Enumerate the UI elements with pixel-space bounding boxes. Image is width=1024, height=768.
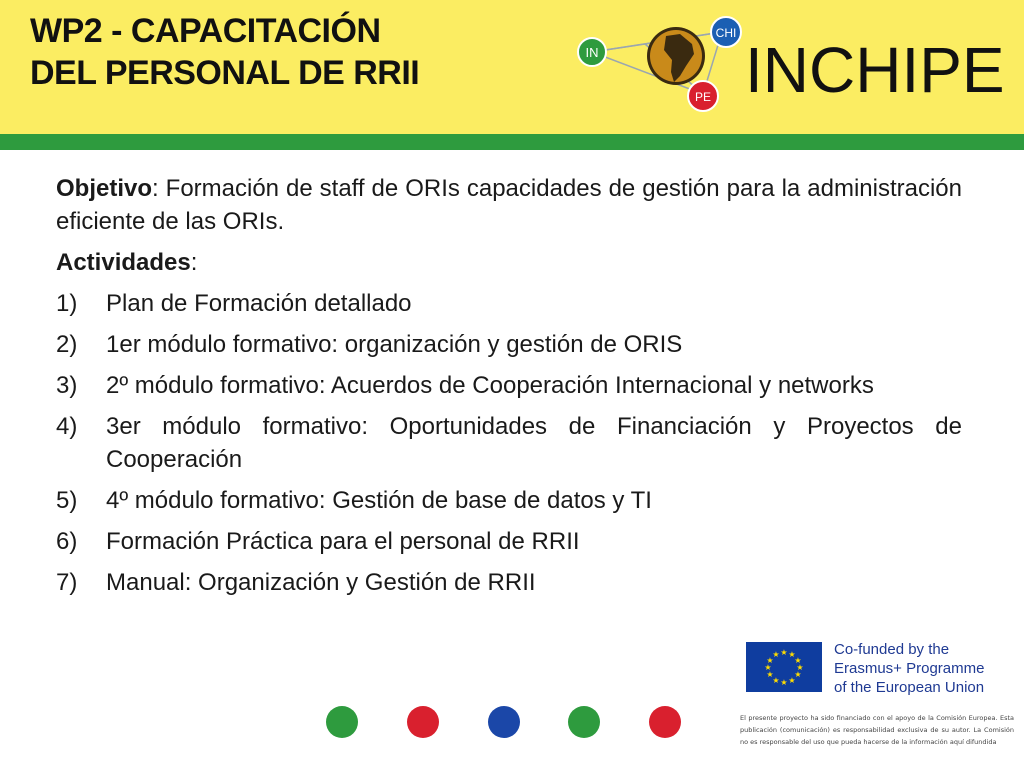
list-item-text: Plan de Formación detallado: [106, 290, 412, 317]
svg-text:★: ★: [766, 656, 774, 665]
dot-blue: [488, 706, 520, 738]
objective-text: : Formación de staff de ORIs capacidades de gestión para la administración eficiente de las ORIs.: [56, 175, 962, 235]
svg-text:★: ★: [794, 670, 802, 679]
eu-line-2: Erasmus+ Programme: [834, 660, 985, 677]
dot-red-1: [407, 706, 439, 738]
objective-paragraph: [56, 172, 962, 238]
node-chi-label: CHI: [715, 26, 737, 40]
activities-heading: [56, 246, 962, 279]
svg-text:★: ★: [788, 650, 796, 659]
dot-green-1: [326, 706, 358, 738]
eu-line-1: Co-funded by the: [834, 641, 950, 658]
title-line-1: WP2 - CAPACITACIÓN: [30, 12, 381, 50]
list-item-number: 7): [56, 569, 78, 596]
eu-cofunded-text: [834, 640, 1014, 697]
node-pe-label: PE: [694, 90, 712, 104]
list-item: [56, 525, 962, 558]
inchipe-network-logo: [568, 14, 748, 116]
list-item-text: 3er módulo formativo: Oportunidades de Financiación y Proyectos de Cooperación: [106, 413, 962, 473]
list-item: [56, 566, 962, 599]
list-item-text: 4º módulo formativo: Gestión de base de datos y TI: [106, 487, 652, 514]
dot-red-2: [649, 706, 681, 738]
list-item-number: 1): [56, 290, 78, 317]
list-item-number: 4): [56, 413, 78, 440]
list-item-number: 6): [56, 528, 78, 555]
slide-body: [56, 172, 962, 607]
header-divider: [0, 134, 1024, 150]
list-item: [56, 287, 962, 320]
svg-text:★: ★: [796, 663, 804, 672]
title-line-2: DEL PERSONAL DE RRII: [30, 54, 420, 92]
list-item-number: 5): [56, 487, 78, 514]
list-item: [56, 410, 962, 476]
svg-text:★: ★: [772, 676, 780, 685]
list-item-text: Manual: Organización y Gestión de RRII: [106, 569, 536, 596]
node-in-label: IN: [585, 45, 599, 60]
svg-text:★: ★: [764, 663, 772, 672]
eu-stars-icon: [746, 642, 822, 692]
list-item: [56, 328, 962, 361]
svg-text:★: ★: [772, 650, 780, 659]
objective-label: Objetivo: [56, 175, 153, 202]
list-item-number: 2): [56, 331, 78, 358]
list-item-number: 3): [56, 372, 78, 399]
eu-flag-icon: [746, 642, 822, 692]
eu-disclaimer: El presente proyecto ha sido financiado con el apoyo de la Comisión Europea. Esta publicación (comunicación) es responsabilidad exclusiva de su autor. La Comisión no es responsable del uso que pueda hacerse de la información aquí difundida: [740, 714, 1014, 746]
svg-text:★: ★: [794, 656, 802, 665]
svg-text:★: ★: [780, 678, 788, 687]
svg-text:★: ★: [766, 670, 774, 679]
svg-text:★: ★: [780, 648, 788, 657]
list-item-text: 2º módulo formativo: Acuerdos de Cooperación Internacional y networks: [106, 372, 874, 399]
list-item: [56, 369, 962, 402]
list-item-text: 1er módulo formativo: organización y gestión de ORIS: [106, 331, 683, 358]
inchipe-wordmark: INCHIPE: [745, 34, 1005, 106]
activities-label: Actividades: [56, 249, 191, 276]
svg-text:★: ★: [788, 676, 796, 685]
page-title: [30, 10, 419, 94]
activities-list: [56, 287, 962, 599]
list-item-text: Formación Práctica para el personal de RRII: [106, 528, 580, 555]
list-item: [56, 484, 962, 517]
activities-colon: :: [190, 249, 198, 276]
dot-green-2: [568, 706, 600, 738]
eu-line-3: of the European Union: [834, 679, 985, 696]
